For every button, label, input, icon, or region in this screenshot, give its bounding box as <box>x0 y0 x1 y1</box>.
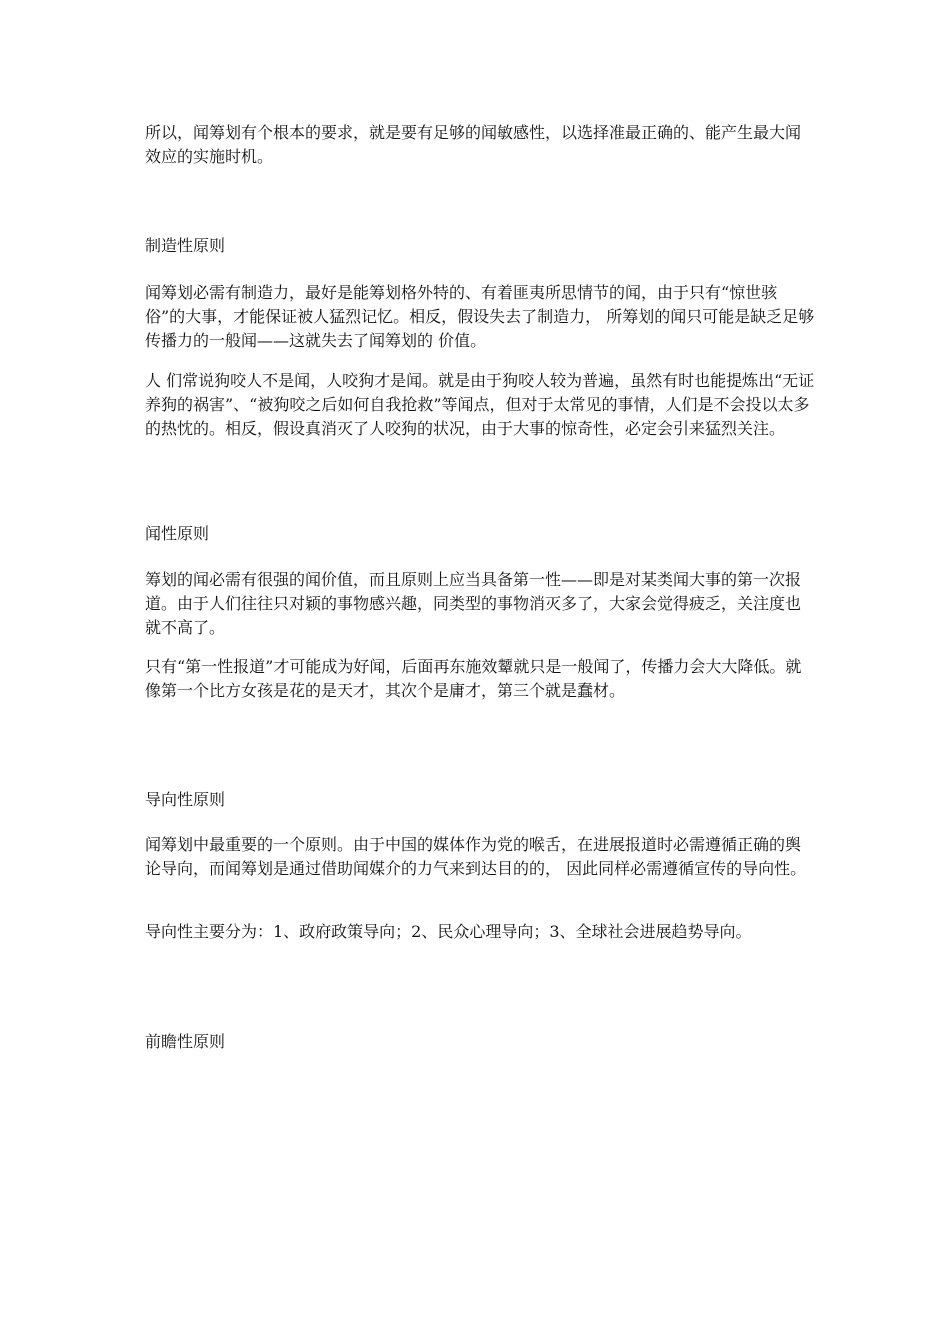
section-heading-creativity: 制造性原则 <box>145 236 226 255</box>
section-heading-guidance: 导向性原则 <box>145 790 226 809</box>
paragraph-newsworthiness-2: 只有“第一性报道”才可能成为好闻，后面再东施效颦就只是一般闻了，传播力会大大降低。就像第一个比方女孩是花的是天才，其次个是庸才，第三个就是蠢材。 <box>145 657 802 700</box>
paragraph-creativity-2: 人 们常说狗咬人不是闻，人咬狗才是闻。就是由于狗咬人较为普遍，虽然有时也能提炼出“无证养狗的祸害”、“被狗咬之后如何自我抢救”等闻点，但对于太常见的事情，人们是不会投以太多的热忱的。相反，假设真消灭了人咬狗的状况，由于大事的惊奇性，必定会引来猛烈关注。 <box>145 371 815 438</box>
paragraph-guidance-1: 闻筹划中最重要的一个原则。由于中国的媒体作为党的喉舌，在进展报道时必需遵循正确的舆论导向，而闻筹划是通过借助闻媒介的力气来到达目的的， 因此同样必需遵循宣传的导向性。 <box>145 835 807 878</box>
section-heading-foresight: 前瞻性原则 <box>145 1032 226 1051</box>
section-heading-newsworthiness: 闻性原则 <box>145 524 210 543</box>
paragraph-newsworthiness-1: 筹划的闻必需有很强的闻价值，而且原则上应当具备第一性——即是对某类闻大事的第一次报道。由于人们往往只对颖的事物感兴趣，同类型的事物消灭多了，大家会觉得疲乏，关注度也就不高了。 <box>145 570 802 637</box>
paragraph-guidance-2: 导向性主要分为：1、政府政策导向；2、民众心理导向；3、全球社会进展趋势导向。 <box>145 922 752 941</box>
intro-paragraph: 所以，闻筹划有个根本的要求，就是要有足够的闻敏感性，以选择准最正确的、能产生最大闻效应的实施时机。 <box>145 123 802 166</box>
paragraph-creativity-1: 闻筹划必需有制造力，最好是能筹划格外特的、有着匪夷所思情节的闻，由于只有“惊世骇俗”的大事，才能保证被人猛烈记忆。相反，假设失去了制造力， 所筹划的闻只可能是缺乏足够传播力的一般闻——这就失去了闻筹划的 价值。 <box>145 283 815 350</box>
